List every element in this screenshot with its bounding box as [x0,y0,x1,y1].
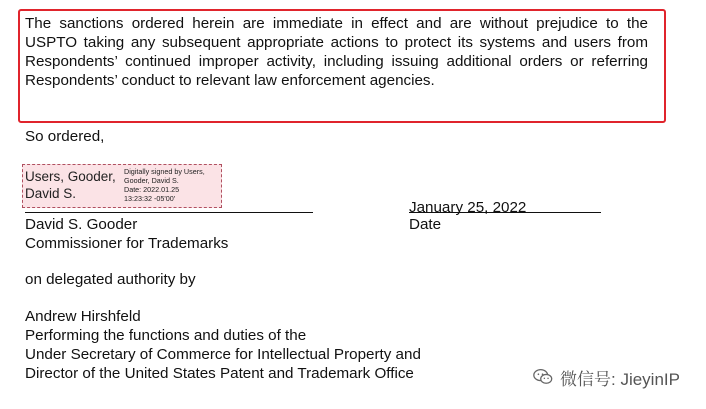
signature-detail-line: Gooder, David S. [124,176,179,185]
signature-detail-line: Digitally signed by Users, [124,167,205,176]
date-value: January 25, 2022 [409,199,527,216]
signature-detail-line: 13:23:32 -05'00' [124,194,176,203]
signature-name-line2: David S. [25,186,77,201]
delegate-line-3: Director of the United States Patent and Trademark Office [25,365,414,382]
delegate-line-2: Under Secretary of Commerce for Intellectual Property and [25,346,421,363]
delegation-text: on delegated authority by [25,271,196,288]
date-label: Date [409,216,442,233]
digital-signature-box[interactable] [22,164,222,208]
signature-details [124,167,205,203]
signature-rule [25,212,313,213]
signer-title: Commissioner for Trademarks [25,235,229,252]
watermark-text: 微信号: JieyinIP [560,369,680,389]
wechat-icon [532,366,554,388]
wechat-watermark [532,364,680,390]
paragraph-line: Respondents’ continued improper activity, including issuing additional orders or referring [25,53,648,70]
signature-name-line1: Users, Gooder, [25,169,116,184]
delegate-line-1: Performing the functions and duties of the [25,327,307,344]
paragraph-line: The sanctions ordered herein are immediate in effect and are without prejudice to the [25,15,648,32]
closing-text: So ordered, [25,128,105,145]
signature-detail-line: Date: 2022.01.25 [124,185,180,194]
date-rule [409,212,601,213]
sanctions-paragraph [25,14,648,90]
delegate-name: Andrew Hirshfeld [25,308,141,325]
signer-name: David S. Gooder [25,216,138,233]
paragraph-line: USPTO taking any subsequent appropriate actions to protect its systems and users from [25,34,648,51]
paragraph-line: Respondents’ conduct to relevant law enforcement agencies. [25,72,435,89]
signature-name [25,168,116,202]
